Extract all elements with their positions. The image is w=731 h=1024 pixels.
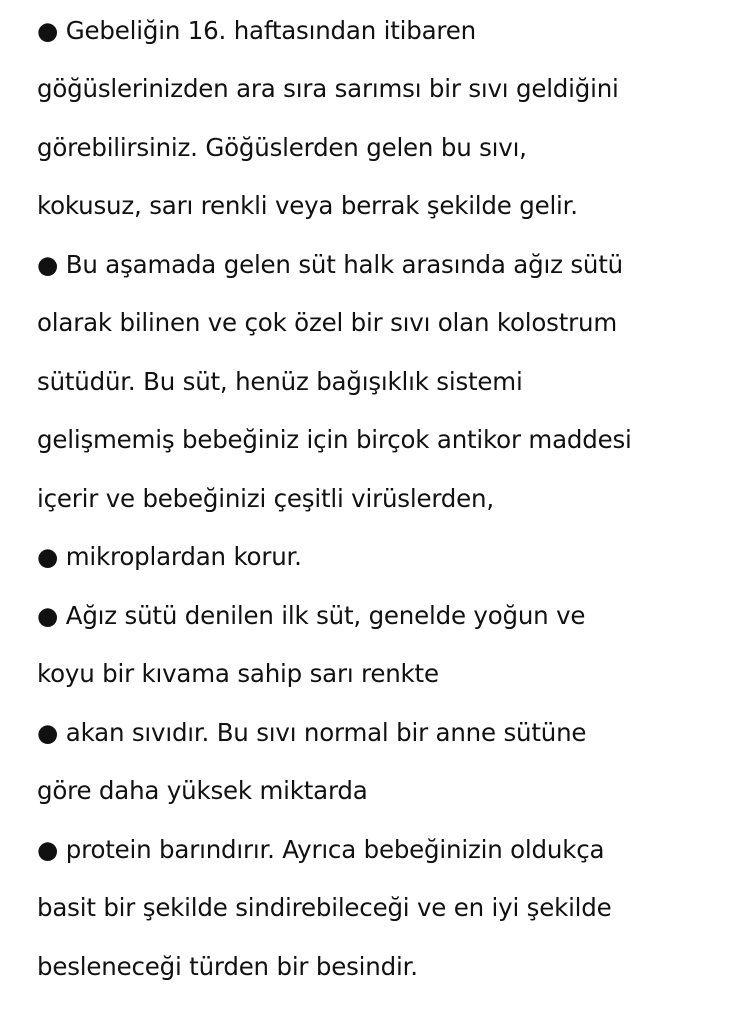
text-line: ● Bu aşamada gelen süt halk arasında ağız sütü [37,250,623,279]
text-line: olarak bilinen ve çok özel bir sıvı olan kolostrum [37,308,618,337]
text-line: sütüdür. Bu süt, henüz bağışıklık sistemi [37,367,523,396]
text-line: kokusuz, sarı renkli veya berrak şekilde gelir. [37,191,578,220]
text-line: besleneceği türden bir besindir. [37,952,418,981]
text-line: içerir ve bebeğinizi çeşitli virüslerden, [37,484,494,513]
text-line: göre daha yüksek miktarda [37,776,368,805]
text-line: basit bir şekilde sindirebileceği ve en iyi şekilde [37,893,612,922]
text-line: ● akan sıvıdır. Bu sıvı normal bir anne sütüne [37,718,587,747]
text-line: ● Ağız sütü denilen ilk süt, genelde yoğun ve [37,601,586,630]
text-line: ● Gebeliğin 16. haftasından itibaren [37,16,476,45]
text-line: görebilirsiniz. Göğüslerden gelen bu sıvı, [37,133,527,162]
text-line: ● protein barındırır. Ayrıca bebeğinizin oldukça [37,835,605,864]
text-line: ● mikroplardan korur. [37,542,302,571]
text-line: göğüslerinizden ara sıra sarımsı bir sıvı geldiğini [37,74,619,103]
text-line: gelişmemiş bebeğiniz için birçok antikor maddesi [37,425,632,454]
text-line: koyu bir kıvama sahip sarı renkte [37,659,439,688]
